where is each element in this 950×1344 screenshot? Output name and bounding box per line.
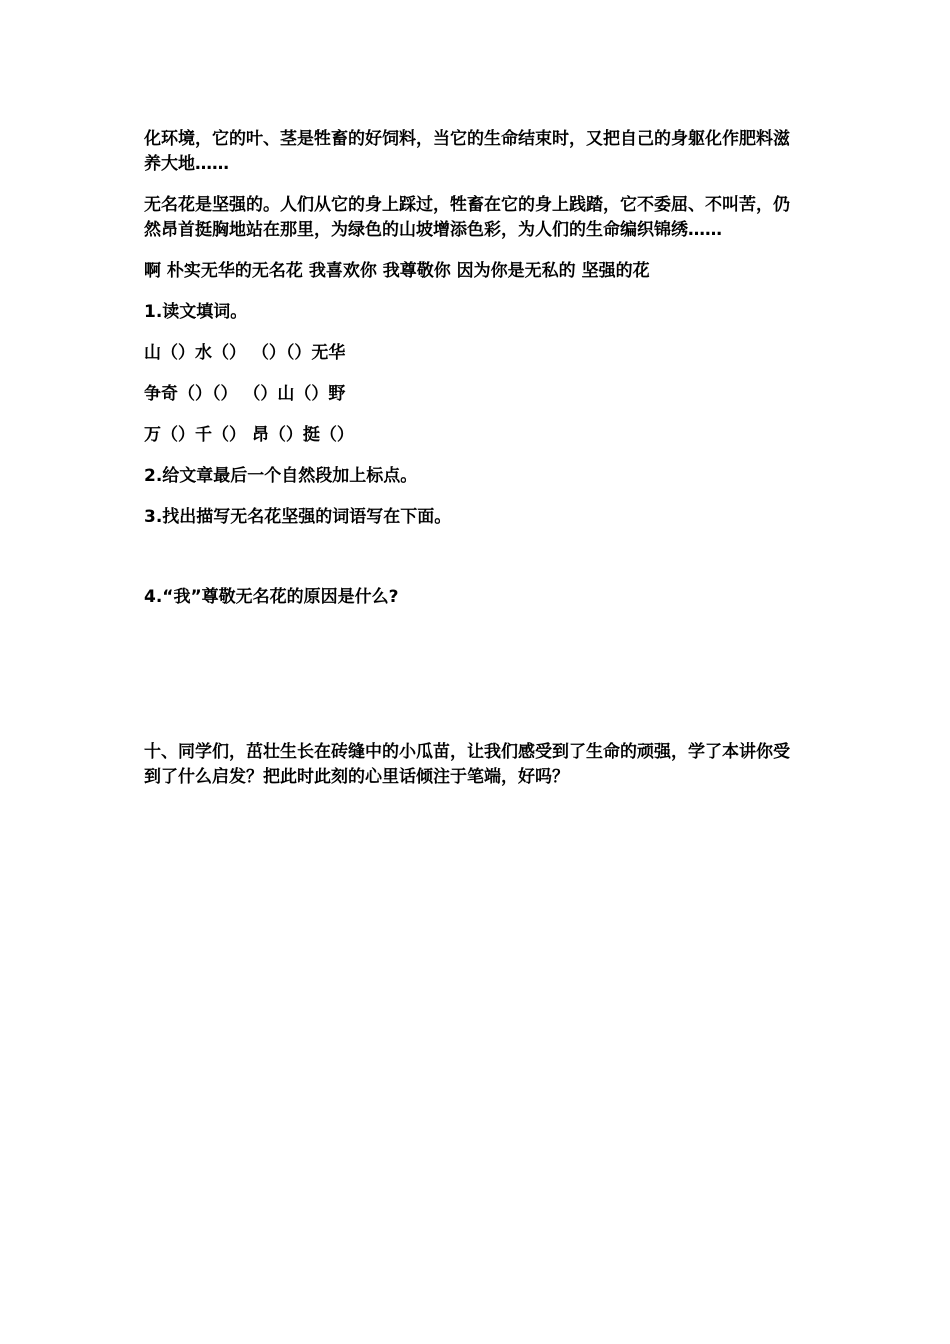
paragraph-last-unpunctuated: 啊 朴实无华的无名花 我喜欢你 我尊敬你 因为你是无私的 坚强的花	[144, 261, 650, 281]
question-4: 4.“我”尊敬无名花的原因是什么?	[144, 587, 399, 607]
paragraph-strong-flower: 无名花是坚强的。人们从它的身上踩过，牲畜在它的身上践踏，它不委屈、不叫苦，仍然昂首挺胸地站在那里，为绿色的山坡增添色彩，为人们的生命编织锦绣……	[144, 195, 790, 240]
question-2: 2.给文章最后一个自然段加上标点。	[144, 466, 418, 486]
fill-row-3: 万（）千（） 昂（）挺（）	[144, 425, 354, 445]
fill-row-1: 山（）水（） （）（）无华	[144, 343, 346, 363]
fill-row-2: 争奇（）（） （）山（）野	[144, 384, 346, 404]
document-body	[144, 127, 804, 790]
paragraph-continuation: 化环境，它的叶、茎是牲畜的好饲料，当它的生命结束时，又把自己的身躯化作肥料滋养大地……	[144, 129, 790, 174]
question-1: 1.读文填词。	[144, 302, 248, 322]
question-3: 3.找出描写无名花坚强的词语写在下面。	[144, 507, 452, 527]
section-ten-prompt: 十、同学们，茁壮生长在砖缝中的小瓜苗，让我们感受到了生命的顽强，学了本讲你受到了什么启发？把此时此刻的心里话倾注于笔端，好吗？	[144, 742, 790, 787]
